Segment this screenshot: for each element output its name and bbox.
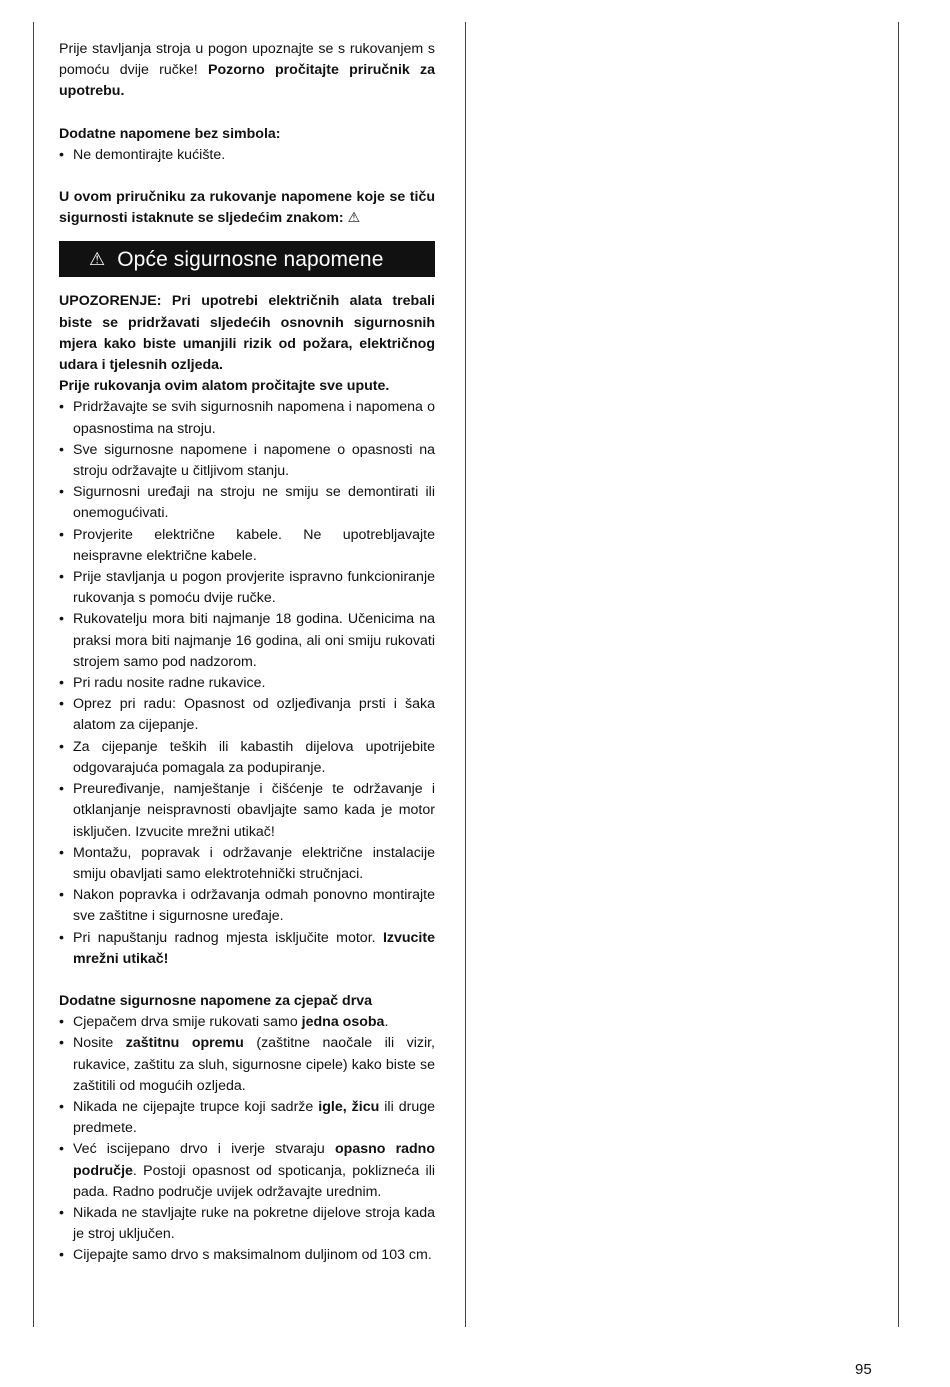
list-item: • Nosite zaštitnu opremu (zaštitne naočale ili vizir, rukavice, zaštitu za sluh, sigurnosne cipele) kako biste se zaštitili od mogućih ozljeda. <box>59 1033 435 1097</box>
extra-notes-list <box>59 145 435 166</box>
section-banner <box>59 241 435 277</box>
intro-paragraph: Prije stavljanja stroja u pogon upoznajte se s rukovanjem s pomoću dvije ručke! Pozorno pročitajte priručnik za upotrebu. <box>59 41 435 100</box>
right-margin-rule <box>898 22 899 1327</box>
list-item: • Sigurnosni uređaji na stroju ne smiju se demontirati ili onemogućivati. <box>59 482 435 524</box>
section-title: Opće sigurnosne napomene <box>117 247 384 271</box>
list-item: • Pridržavajte se svih sigurnosnih napomena i napomena o opasnostima na stroju. <box>59 397 435 439</box>
list-item: • Pri napuštanju radnog mjesta isključite motor. Izvucite mrežni utikač! <box>59 928 435 970</box>
list-item: • Rukovatelju mora biti najmanje 18 godina. Učenicima na praksi mora biti najmanje 16 godina, ali oni smiju rukovati strojem samo pod nadzorom. <box>59 609 435 673</box>
general-safety-list <box>59 397 435 927</box>
text-column <box>59 39 435 1267</box>
splitter-safety-list <box>59 1012 435 1266</box>
list-item: • Provjerite električne kabele. Ne upotrebljavajte neispravne električne kabele. <box>59 525 435 567</box>
general-safety-list-end <box>59 928 435 970</box>
warning-triangle-icon: ⚠ <box>347 210 361 227</box>
extra-notes-heading: Dodatne napomene bez simbola: <box>59 125 281 142</box>
list-item: • Cjepačem drva smije rukovati samo jedna osoba. <box>59 1012 435 1033</box>
list-item: • Oprez pri radu: Opasnost od ozljeđivanja prsti i šaka alatom za cijepanje. <box>59 694 435 736</box>
splitter-safety-heading: Dodatne sigurnosne napomene za cjepač drva <box>59 992 372 1009</box>
list-item: • Nakon popravka i održavanja odmah ponovno montirajte sve zaštitne i sigurnosne uređaje. <box>59 885 435 927</box>
list-item: • Ne demontirajte kućište. <box>59 145 435 166</box>
column-divider-rule <box>465 22 466 1327</box>
list-item: • Nikada ne stavljajte ruke na pokretne dijelove stroja kada je stroj uključen. <box>59 1203 435 1245</box>
warning-triangle-icon: ⚠ <box>89 248 106 269</box>
list-item: • Već iscijepano drvo i iverje stvaraju opasno radno područje. Postoji opasnost od spoticanja, poklizneća ili pada. Radno područje uvijek održavajte urednim. <box>59 1139 435 1203</box>
list-item: • Za cijepanje teških ili kabastih dijelova upotrijebite odgovarajuća pomagala za podupiranje. <box>59 737 435 779</box>
list-item: • Sve sigurnosne napomene i napomene o opasnosti na stroju održavajte u čitljivom stanju. <box>59 440 435 482</box>
warning-paragraph: UPOZORENJE: Pri upotrebi električnih alata trebali biste se pridržavati sljedećih osnovnih sigurnosnih mjera kako biste umanjili rizik od požara, električnog udara i tjelesnih ozljeda. <box>59 293 435 374</box>
list-item: • Montažu, popravak i održavanje električne instalacije smiju obavljati samo elektrotehnički stručnjaci. <box>59 843 435 885</box>
list-item: • Cijepajte samo drvo s maksimalnom duljinom od 103 cm. <box>59 1245 435 1266</box>
symbol-note: U ovom priručniku za rukovanje napomene koje se tiču sigurnosti istaknute se sljedećim znakom: ⚠ <box>59 189 435 227</box>
list-item: • Nikada ne cijepajte trupce koji sadrže igle, žicu ili druge predmete. <box>59 1097 435 1139</box>
list-item: • Preuređivanje, namještanje i čišćenje te održavanje i otklanjanje neispravnosti obavljajte samo kada je motor isključen. Izvucite mrežni utikač! <box>59 779 435 843</box>
list-item: • Prije stavljanja u pogon provjerite ispravno funkcioniranje rukovanja s pomoću dvije ručke. <box>59 567 435 609</box>
page-number: 95 <box>855 1361 872 1378</box>
read-all-instructions: Prije rukovanja ovim alatom pročitajte sve upute. <box>59 378 390 395</box>
left-margin-rule <box>33 22 34 1327</box>
list-item: • Pri radu nosite radne rukavice. <box>59 673 435 694</box>
